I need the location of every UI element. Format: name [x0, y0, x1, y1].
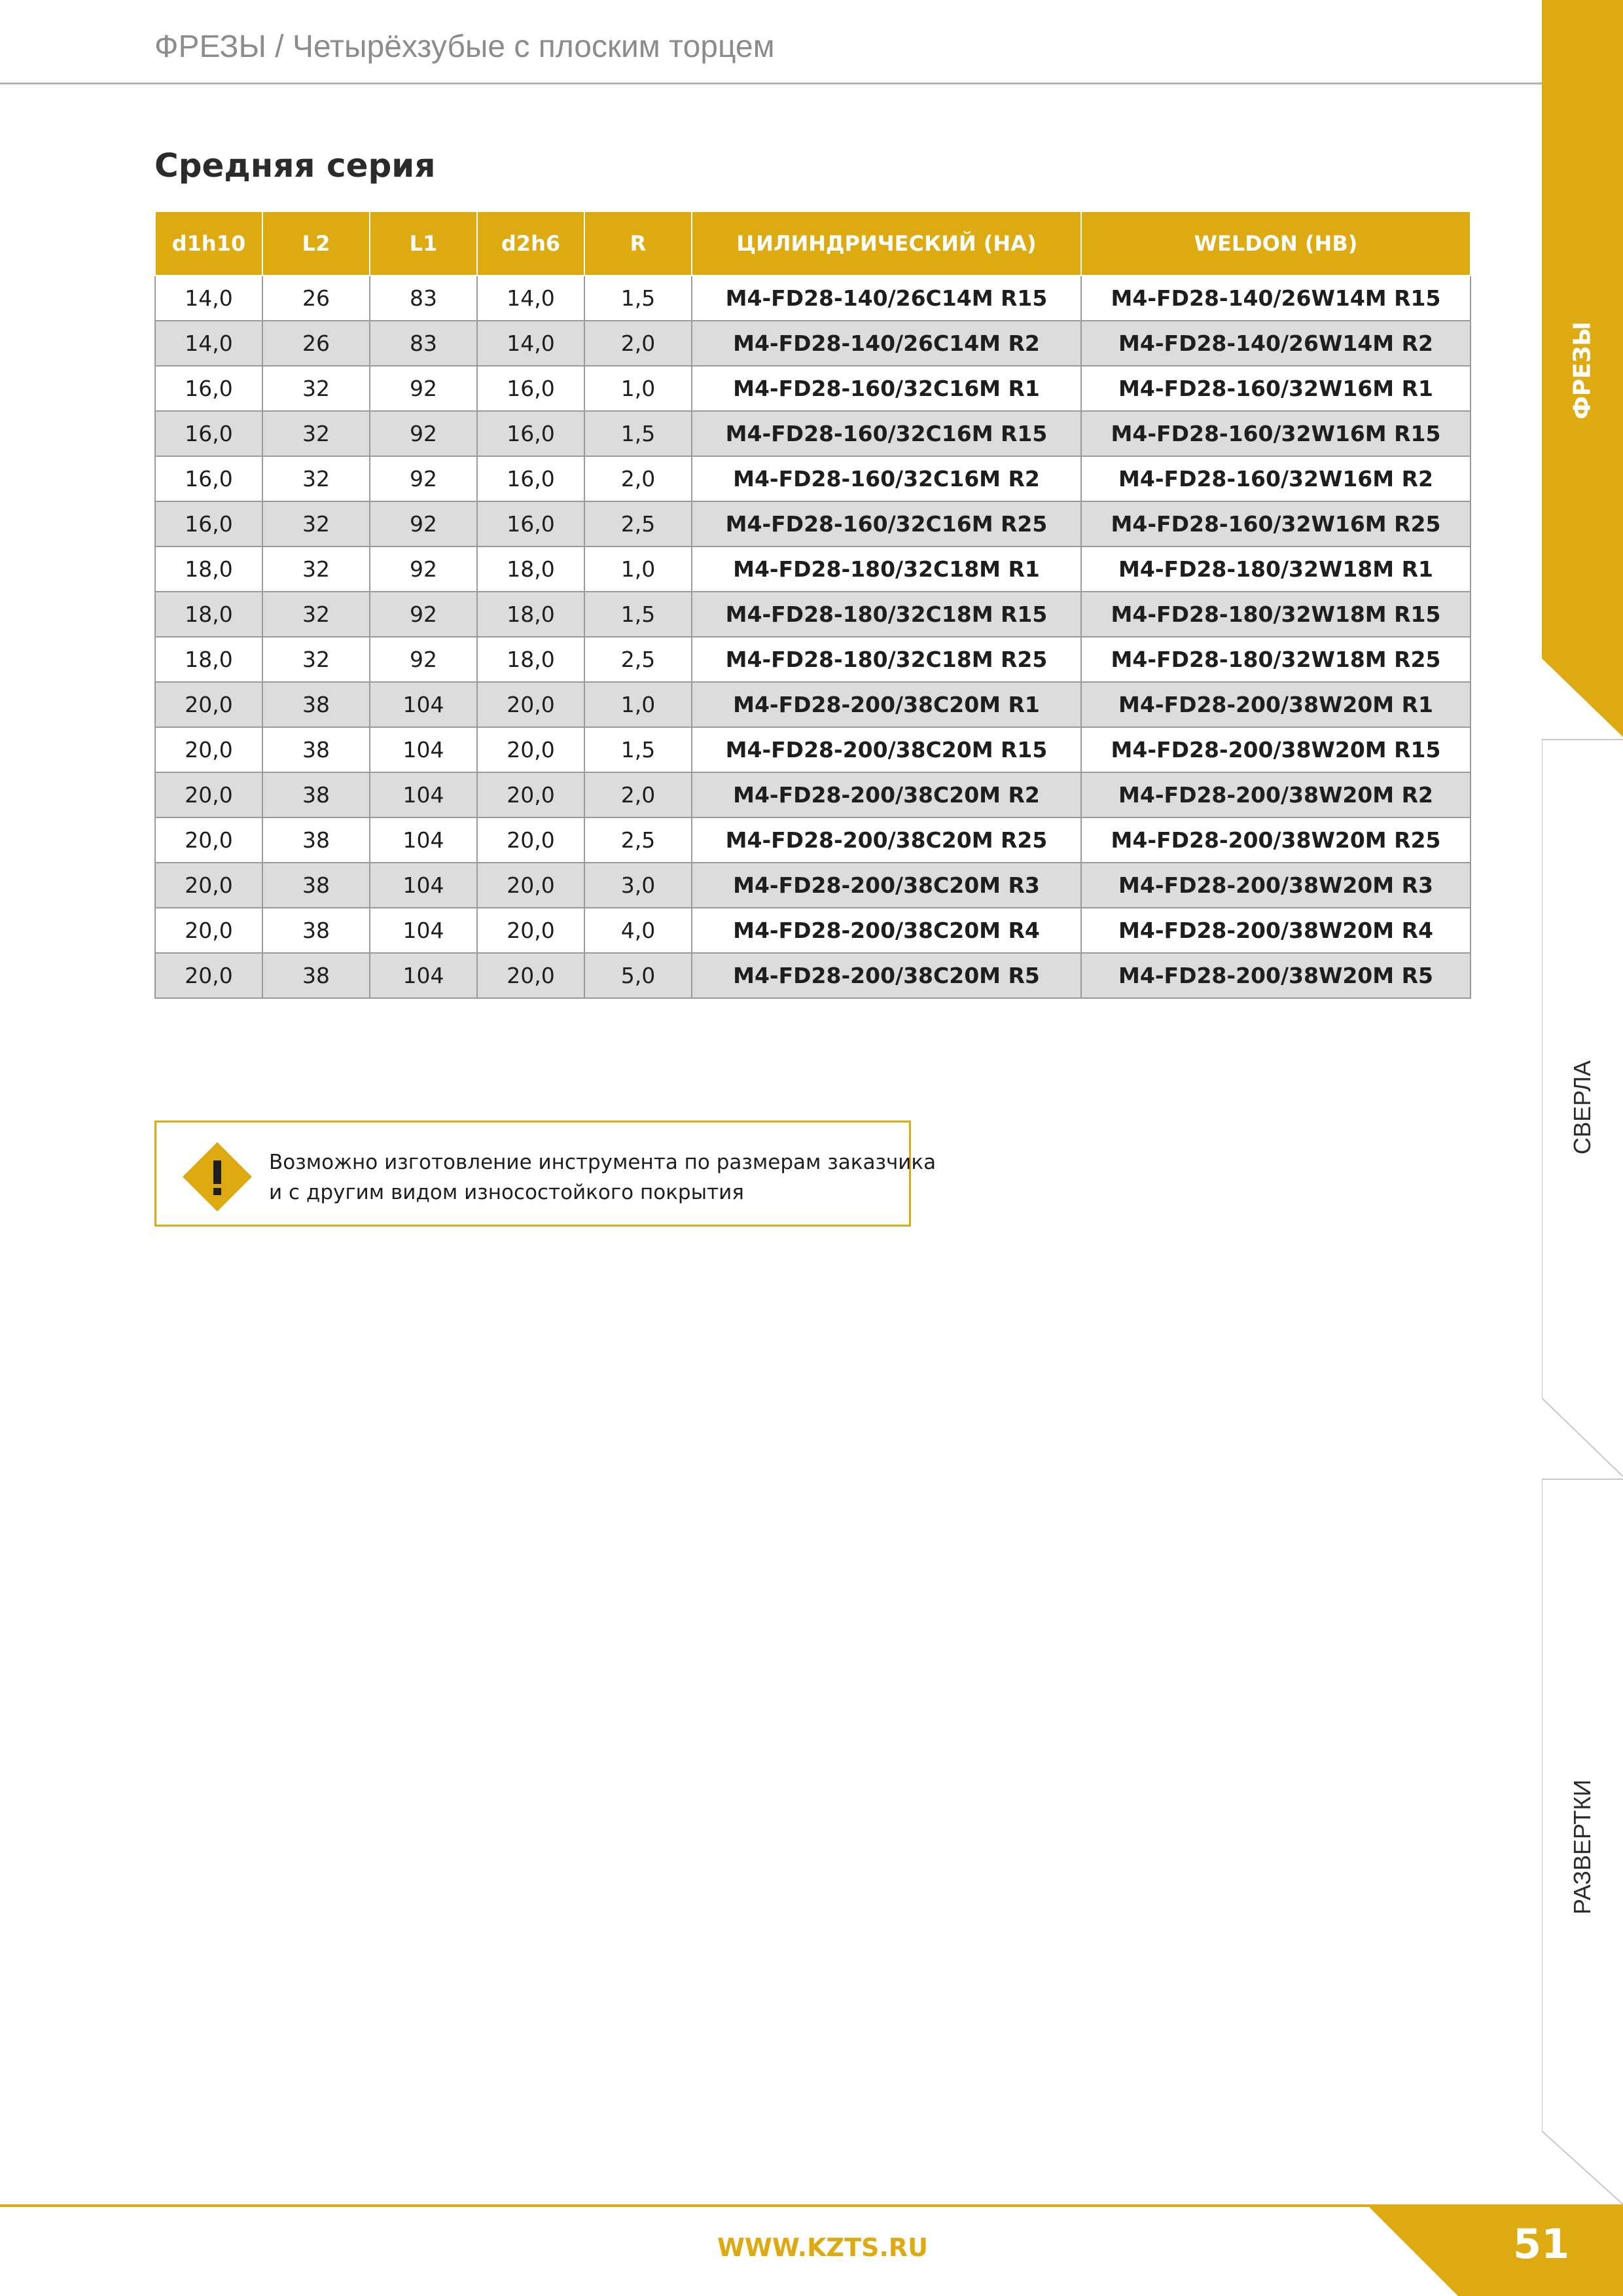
table-row	[155, 592, 1471, 637]
cell-d1h10: 14,0	[155, 321, 262, 366]
cell-weldon-code: M4-FD28-140/26W14M R2	[1081, 321, 1471, 366]
cell-weldon-code: M4-FD28-180/32W18M R1	[1081, 547, 1471, 592]
cell-l2: 26	[262, 321, 370, 366]
note-line-2: и с другим видом износостойкого покрытия	[269, 1181, 744, 1204]
cell-cylindrical-code: M4-FD28-200/38C20M R25	[692, 817, 1081, 863]
table-row	[155, 863, 1471, 908]
column-header-l2: L2	[262, 211, 370, 276]
column-header-cylindrical: ЦИЛИНДРИЧЕСКИЙ (НА)	[692, 211, 1081, 276]
cell-d2h6: 16,0	[477, 456, 584, 501]
cell-d2h6: 20,0	[477, 863, 584, 908]
column-header-l1: L1	[370, 211, 477, 276]
cell-d1h10: 20,0	[155, 727, 262, 772]
cell-weldon-code: M4-FD28-160/32W16M R1	[1081, 366, 1471, 411]
cell-d1h10: 16,0	[155, 366, 262, 411]
cell-cylindrical-code: M4-FD28-140/26C14M R2	[692, 321, 1081, 366]
cell-l1: 104	[370, 908, 477, 953]
table-row	[155, 456, 1471, 501]
cell-cylindrical-code: M4-FD28-160/32C16M R15	[692, 411, 1081, 456]
cell-d1h10: 20,0	[155, 682, 262, 727]
cell-weldon-code: M4-FD28-200/38W20M R2	[1081, 772, 1471, 817]
cell-d2h6: 18,0	[477, 637, 584, 682]
cell-l2: 32	[262, 547, 370, 592]
cell-r: 2,0	[584, 456, 692, 501]
column-header-d1h10: d1h10	[155, 211, 262, 276]
cell-d2h6: 16,0	[477, 501, 584, 547]
section-sidebar	[1542, 0, 1623, 2296]
cell-l1: 92	[370, 456, 477, 501]
header-title: ФРЕЗЫ / Четырёхзубые с плоским торцем	[154, 29, 775, 64]
cell-r: 4,0	[584, 908, 692, 953]
cell-r: 3,0	[584, 863, 692, 908]
cell-cylindrical-code: M4-FD28-200/38C20M R2	[692, 772, 1081, 817]
cell-l1: 83	[370, 276, 477, 321]
cell-r: 2,0	[584, 321, 692, 366]
cell-d2h6: 16,0	[477, 411, 584, 456]
cell-cylindrical-code: M4-FD28-160/32C16M R2	[692, 456, 1081, 501]
cell-r: 1,0	[584, 547, 692, 592]
cell-weldon-code: M4-FD28-180/32W18M R25	[1081, 637, 1471, 682]
table-row	[155, 276, 1471, 321]
cell-r: 1,0	[584, 682, 692, 727]
cell-weldon-code: M4-FD28-180/32W18M R15	[1081, 592, 1471, 637]
cell-d1h10: 20,0	[155, 953, 262, 998]
cell-d2h6: 16,0	[477, 366, 584, 411]
cell-l1: 104	[370, 863, 477, 908]
cell-l1: 104	[370, 817, 477, 863]
cell-r: 1,0	[584, 366, 692, 411]
cell-d2h6: 20,0	[477, 682, 584, 727]
cell-d1h10: 14,0	[155, 276, 262, 321]
cell-l2: 32	[262, 637, 370, 682]
cell-d1h10: 20,0	[155, 772, 262, 817]
warning-icon	[181, 1141, 253, 1213]
cell-d1h10: 20,0	[155, 863, 262, 908]
cell-d2h6: 14,0	[477, 321, 584, 366]
tab-frezy[interactable]: ФРЕЗЫ	[1569, 321, 1596, 420]
page-number: 51	[1513, 2220, 1570, 2268]
cell-d2h6: 18,0	[477, 592, 584, 637]
cell-r: 1,5	[584, 411, 692, 456]
cell-cylindrical-code: M4-FD28-160/32C16M R25	[692, 501, 1081, 547]
table-header-row	[155, 211, 1471, 276]
table-row	[155, 953, 1471, 998]
cell-d1h10: 16,0	[155, 501, 262, 547]
cell-l1: 104	[370, 727, 477, 772]
cell-cylindrical-code: M4-FD28-160/32C16M R1	[692, 366, 1081, 411]
cell-d1h10: 18,0	[155, 592, 262, 637]
cell-d2h6: 14,0	[477, 276, 584, 321]
tab-sverla[interactable]: СВЕРЛА	[1569, 1060, 1596, 1155]
cell-d1h10: 18,0	[155, 637, 262, 682]
cell-d1h10: 20,0	[155, 908, 262, 953]
cell-d2h6: 20,0	[477, 727, 584, 772]
cell-l2: 38	[262, 682, 370, 727]
cell-weldon-code: M4-FD28-200/38W20M R4	[1081, 908, 1471, 953]
table-row	[155, 727, 1471, 772]
cell-r: 1,5	[584, 727, 692, 772]
cell-d2h6: 20,0	[477, 953, 584, 998]
cell-weldon-code: M4-FD28-200/38W20M R5	[1081, 953, 1471, 998]
cell-r: 2,5	[584, 637, 692, 682]
cell-l2: 38	[262, 817, 370, 863]
cell-l1: 104	[370, 772, 477, 817]
section-title: Средняя серия	[154, 147, 436, 185]
cell-l1: 92	[370, 411, 477, 456]
column-header-weldon: WELDON (НВ)	[1081, 211, 1471, 276]
cell-cylindrical-code: M4-FD28-180/32C18M R15	[692, 592, 1081, 637]
tab-razvertki[interactable]: РАЗВЕРТКИ	[1569, 1779, 1596, 1915]
cell-l2: 26	[262, 276, 370, 321]
cell-l1: 104	[370, 682, 477, 727]
cell-l2: 38	[262, 908, 370, 953]
cell-cylindrical-code: M4-FD28-180/32C18M R1	[692, 547, 1081, 592]
table-row	[155, 817, 1471, 863]
cell-weldon-code: M4-FD28-140/26W14M R15	[1081, 276, 1471, 321]
cell-l1: 92	[370, 592, 477, 637]
cell-r: 1,5	[584, 276, 692, 321]
cell-l1: 92	[370, 501, 477, 547]
cell-r: 5,0	[584, 953, 692, 998]
table-row	[155, 321, 1471, 366]
table-row	[155, 547, 1471, 592]
cell-r: 1,5	[584, 592, 692, 637]
cell-cylindrical-code: M4-FD28-200/38C20M R4	[692, 908, 1081, 953]
table-row	[155, 682, 1471, 727]
column-header-d2h6: d2h6	[477, 211, 584, 276]
cell-cylindrical-code: M4-FD28-200/38C20M R5	[692, 953, 1081, 998]
cell-l2: 32	[262, 592, 370, 637]
table-row	[155, 366, 1471, 411]
cell-l2: 32	[262, 366, 370, 411]
cell-weldon-code: M4-FD28-200/38W20M R25	[1081, 817, 1471, 863]
cell-l2: 32	[262, 411, 370, 456]
table-row	[155, 411, 1471, 456]
cell-weldon-code: M4-FD28-160/32W16M R25	[1081, 501, 1471, 547]
cell-d1h10: 20,0	[155, 817, 262, 863]
table-row	[155, 637, 1471, 682]
cell-r: 2,5	[584, 501, 692, 547]
cell-d1h10: 16,0	[155, 411, 262, 456]
cell-d1h10: 16,0	[155, 456, 262, 501]
note-text	[269, 1147, 936, 1208]
cell-l1: 104	[370, 953, 477, 998]
cell-d2h6: 20,0	[477, 908, 584, 953]
cell-weldon-code: M4-FD28-200/38W20M R1	[1081, 682, 1471, 727]
cell-weldon-code: M4-FD28-160/32W16M R15	[1081, 411, 1471, 456]
cell-d1h10: 18,0	[155, 547, 262, 592]
cell-l2: 32	[262, 456, 370, 501]
cell-d2h6: 18,0	[477, 547, 584, 592]
cell-weldon-code: M4-FD28-200/38W20M R3	[1081, 863, 1471, 908]
cell-cylindrical-code: M4-FD28-200/38C20M R1	[692, 682, 1081, 727]
cell-cylindrical-code: M4-FD28-200/38C20M R3	[692, 863, 1081, 908]
custom-order-note	[154, 1121, 936, 1227]
cell-weldon-code: M4-FD28-200/38W20M R15	[1081, 727, 1471, 772]
cell-l2: 38	[262, 953, 370, 998]
cell-l1: 83	[370, 321, 477, 366]
cell-l2: 38	[262, 863, 370, 908]
spec-table	[154, 211, 1471, 999]
cell-weldon-code: M4-FD28-160/32W16M R2	[1081, 456, 1471, 501]
cell-l2: 32	[262, 501, 370, 547]
cell-l1: 92	[370, 547, 477, 592]
cell-r: 2,0	[584, 772, 692, 817]
cell-l2: 38	[262, 727, 370, 772]
header-divider	[0, 82, 1542, 84]
cell-l2: 38	[262, 772, 370, 817]
table-body	[155, 276, 1471, 998]
footer-url-link[interactable]: WWW.KZTS.RU	[717, 2233, 928, 2262]
table-row	[155, 772, 1471, 817]
cell-l1: 92	[370, 637, 477, 682]
cell-l1: 92	[370, 366, 477, 411]
column-header-r: R	[584, 211, 692, 276]
cell-cylindrical-code: M4-FD28-140/26C14M R15	[692, 276, 1081, 321]
table-row	[155, 908, 1471, 953]
cell-d2h6: 20,0	[477, 772, 584, 817]
cell-cylindrical-code: M4-FD28-200/38C20M R15	[692, 727, 1081, 772]
note-line-1: Возможно изготовление инструмента по размерам заказчика	[269, 1151, 936, 1174]
cell-r: 2,5	[584, 817, 692, 863]
cell-cylindrical-code: M4-FD28-180/32C18M R25	[692, 637, 1081, 682]
table-row	[155, 501, 1471, 547]
cell-d2h6: 20,0	[477, 817, 584, 863]
